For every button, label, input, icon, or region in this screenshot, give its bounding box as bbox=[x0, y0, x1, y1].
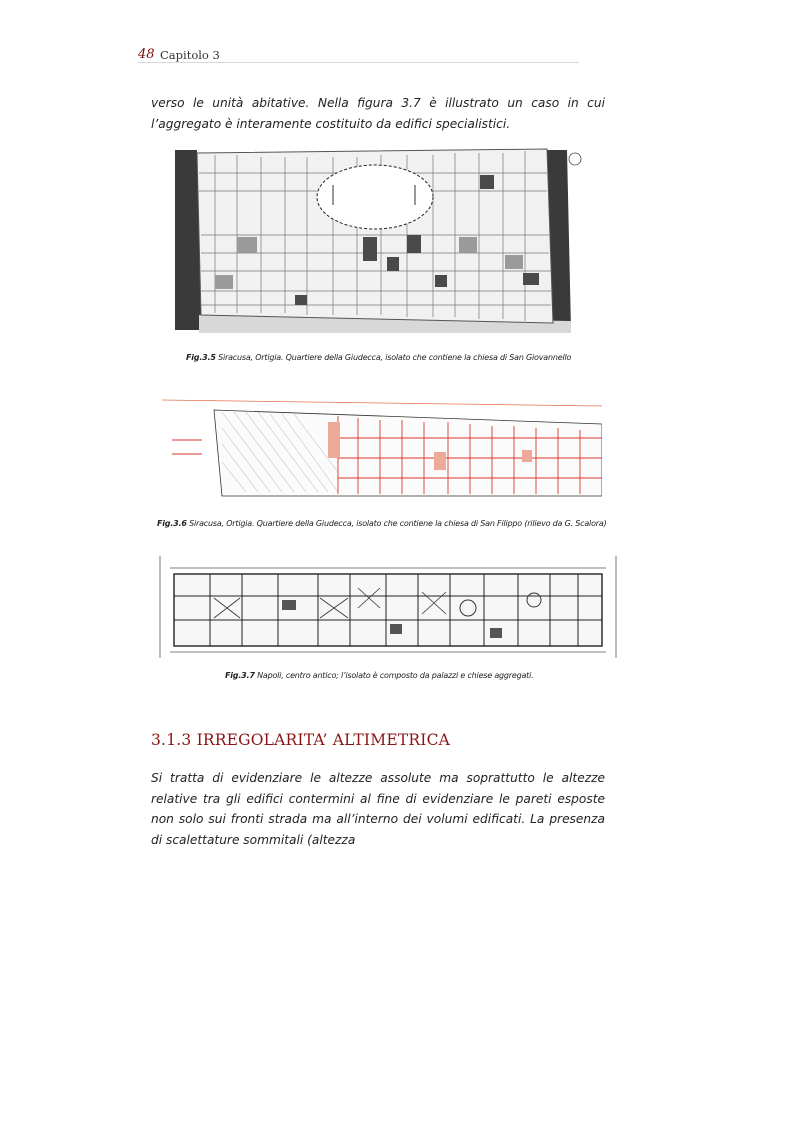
survey-drawing bbox=[162, 392, 602, 510]
chapter-title: Capitolo 3 bbox=[160, 48, 220, 62]
figure-3-5-plan bbox=[175, 145, 585, 335]
page-number: 48 bbox=[138, 47, 155, 62]
body-paragraph: Si tratta di evidenziare le altezze assolute ma soprattutto le altezze relative tra gli edifici contermini al fine di evidenziare le pareti esposte non solo sui fronti strada ma all’interno dei volumi edificati. La presenza di scalettature sommitali (altezza bbox=[151, 771, 605, 847]
figure-label: Fig.3.7 bbox=[225, 671, 255, 680]
section-title: 3.1.3 IRREGOLARITA’ ALTIMETRICA bbox=[151, 731, 451, 749]
figure-caption-text: Siracusa, Ortigia. Quartiere della Giudecca, isolato che contiene la chiesa di San Giovannello bbox=[218, 353, 572, 362]
figure-caption-text: Siracusa, Ortigia. Quartiere della Giudecca, isolato che contiene la chiesa di San Filippo (rilievo da G. Scalora) bbox=[189, 519, 607, 528]
running-header bbox=[138, 46, 579, 63]
figure-3-7-plan bbox=[150, 548, 626, 668]
intro-paragraph: verso le unità abitative. Nella figura 3.7 è illustrato un caso in cui l’aggregato è interamente costituito da edifici specialistici. bbox=[151, 96, 605, 131]
figure-label: Fig.3.6 bbox=[157, 519, 187, 528]
figure-3-6-plan bbox=[162, 392, 602, 510]
figure-caption-text: Napoli, centro antico; l’isolato è composto da palazzi e chiese aggregati. bbox=[257, 671, 534, 680]
figure-3-7-caption bbox=[225, 671, 533, 680]
figure-label: Fig.3.5 bbox=[186, 353, 216, 362]
figure-3-6-caption bbox=[157, 519, 607, 528]
plan-drawing bbox=[175, 145, 585, 335]
naples-drawing bbox=[150, 548, 626, 668]
figure-3-5-caption bbox=[186, 353, 571, 362]
